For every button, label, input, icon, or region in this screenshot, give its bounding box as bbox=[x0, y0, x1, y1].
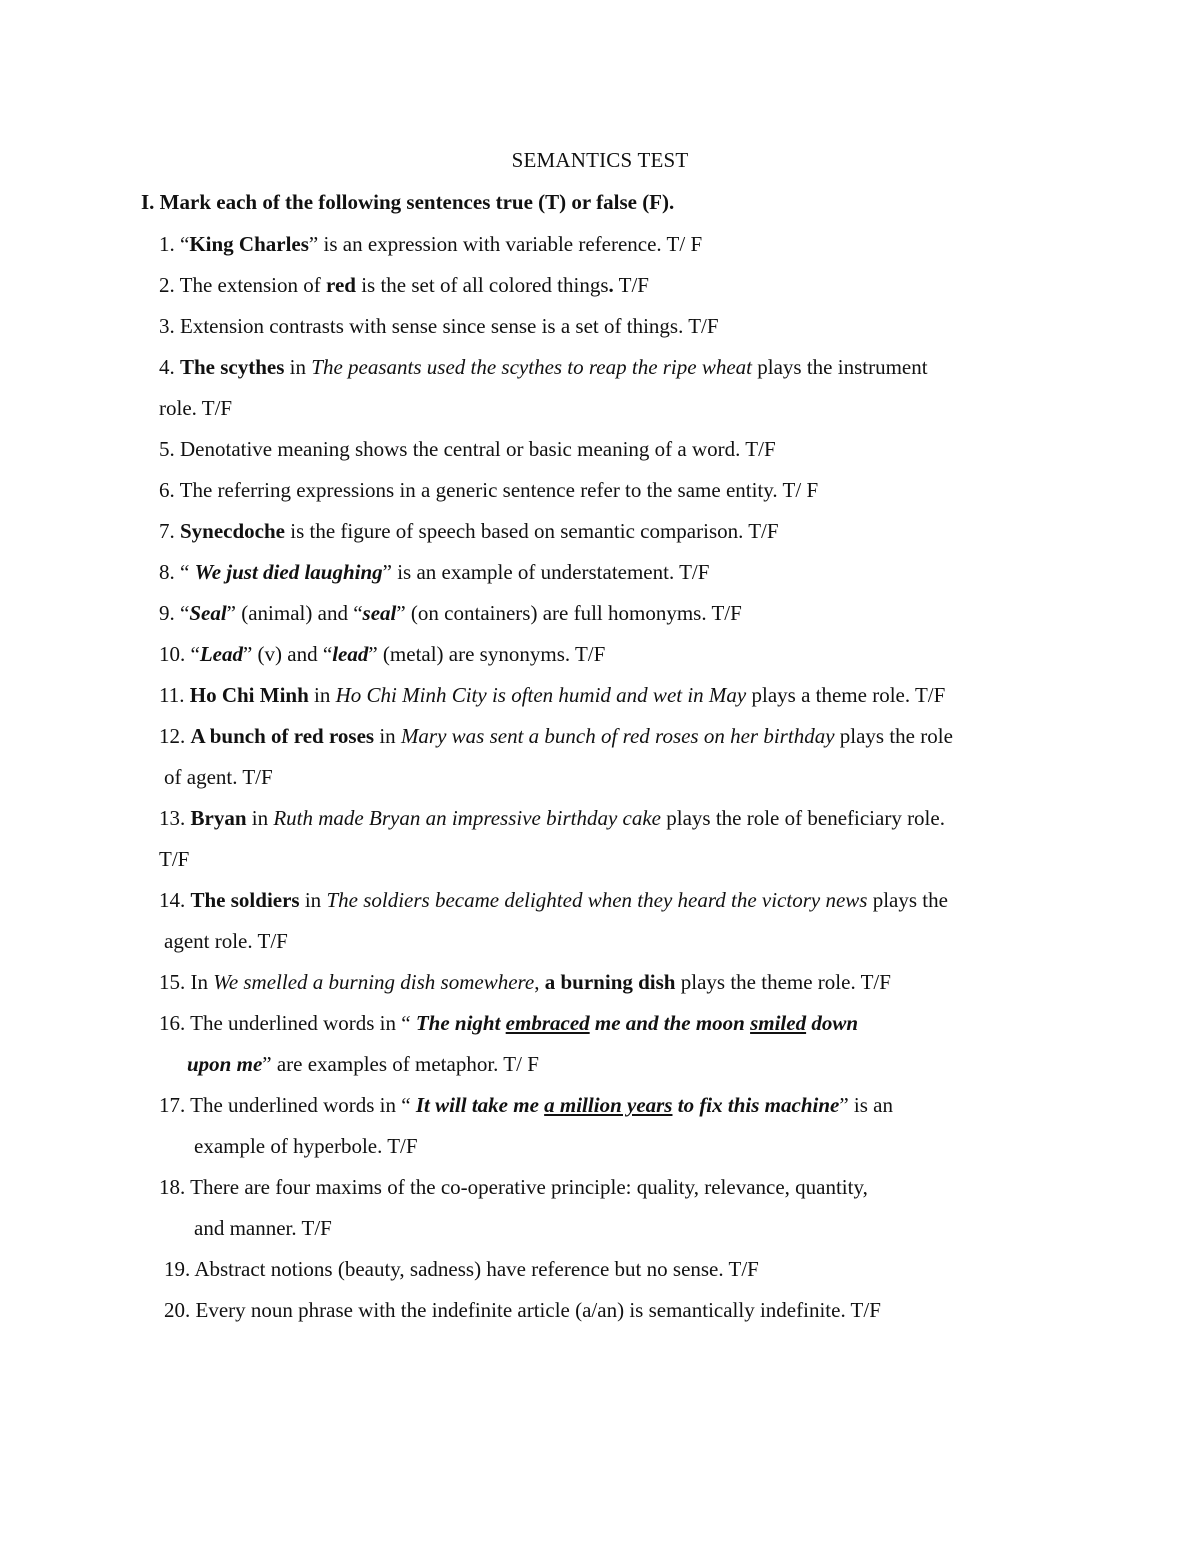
question-10: 10. “Lead” (v) and “lead” (metal) are synonyms. T/F bbox=[159, 642, 606, 666]
question-14: 14. The soldiers in The soldiers became delighted when they heard the victory news plays the bbox=[159, 888, 948, 912]
question-17-continuation: example of hyperbole. T/F bbox=[194, 1134, 418, 1158]
bold-term: a burning dish bbox=[544, 970, 676, 994]
question-7: 7. Synecdoche is the figure of speech based on semantic comparison. T/F bbox=[159, 519, 779, 543]
example-sentence: The soldiers became delighted when they heard the victory news bbox=[326, 888, 868, 912]
question-16-continuation: upon me” are examples of metaphor. T/ F bbox=[187, 1052, 539, 1076]
section-heading: I. Mark each of the following sentences true (T) or false (F). bbox=[141, 190, 675, 214]
question-5: 5. Denotative meaning shows the central or basic meaning of a word. T/F bbox=[159, 437, 776, 461]
bold-italic-term: Seal bbox=[189, 601, 227, 625]
underlined-word: smiled bbox=[750, 1011, 807, 1035]
question-8: 8. “ We just died laughing” is an example of understatement. T/F bbox=[159, 560, 710, 584]
question-1: 1. “King Charles” is an expression with variable reference. T/ F bbox=[159, 232, 703, 256]
question-13: 13. Bryan in Ruth made Bryan an impressive birthday cake plays the role of beneficiary role. bbox=[159, 806, 945, 830]
bold-italic-term: lead bbox=[332, 642, 369, 666]
bold-italic-term: We just died laughing bbox=[194, 560, 383, 584]
underlined-word: embraced bbox=[505, 1011, 590, 1035]
question-12: 12. A bunch of red roses in Mary was sent a bunch of red roses on her birthday plays the role bbox=[159, 724, 953, 748]
question-6: 6. The referring expressions in a generic sentence refer to the same entity. T/ F bbox=[159, 478, 819, 502]
example-sentence: The peasants used the scythes to reap the ripe wheat bbox=[311, 355, 752, 379]
bold-term: Bryan bbox=[190, 806, 247, 830]
question-4-continuation: role. T/F bbox=[159, 396, 233, 420]
bold-term: Ho Chi Minh bbox=[189, 683, 309, 707]
example-sentence: Mary was sent a bunch of red roses on her birthday bbox=[400, 724, 835, 748]
question-17: 17. The underlined words in “ It will take me a million years to fix this machine” is an bbox=[159, 1093, 893, 1117]
question-3: 3. Extension contrasts with sense since sense is a set of things. T/F bbox=[159, 314, 719, 338]
bold-term: A bunch of red roses bbox=[190, 724, 375, 748]
bold-term: Synecdoche bbox=[180, 519, 285, 543]
page-title: SEMANTICS TEST bbox=[511, 148, 689, 172]
example-sentence: Ruth made Bryan an impressive birthday cake bbox=[273, 806, 661, 830]
bold-term: red bbox=[326, 273, 356, 297]
question-4: 4. The scythes in The peasants used the scythes to reap the ripe wheat plays the instrument bbox=[159, 355, 928, 379]
bold-term: The scythes bbox=[180, 355, 285, 379]
question-15: 15. In We smelled a burning dish somewhere, a burning dish plays the theme role. T/F bbox=[159, 970, 891, 994]
question-19: 19. Abstract notions (beauty, sadness) have reference but no sense. T/F bbox=[164, 1257, 759, 1281]
question-9: 9. “Seal” (animal) and “seal” (on containers) are full homonyms. T/F bbox=[159, 601, 742, 625]
question-16: 16. The underlined words in “ The night embraced me and the moon smiled down bbox=[159, 1011, 859, 1035]
example-sentence: We smelled a burning dish somewhere bbox=[213, 970, 535, 994]
question-18-continuation: and manner. T/F bbox=[194, 1216, 332, 1240]
question-12-continuation: of agent. T/F bbox=[164, 765, 273, 789]
question-14-continuation: agent role. T/F bbox=[164, 929, 288, 953]
bold-italic-term: Lead bbox=[199, 642, 243, 666]
question-18: 18. There are four maxims of the co-operative principle: quality, relevance, quantity, bbox=[159, 1175, 868, 1199]
bold-term: The soldiers bbox=[190, 888, 300, 912]
question-2: 2. The extension of red is the set of all colored things. T/F bbox=[159, 273, 649, 297]
question-13-continuation: T/F bbox=[159, 847, 190, 871]
question-20: 20. Every noun phrase with the indefinite article (a/an) is semantically indefinite. T/F bbox=[164, 1298, 881, 1322]
question-11: 11. Ho Chi Minh in Ho Chi Minh City is often humid and wet in May plays a theme role. T/F bbox=[159, 683, 946, 707]
underlined-word: a million years bbox=[544, 1093, 673, 1117]
bold-term: King Charles bbox=[189, 232, 309, 256]
example-sentence: Ho Chi Minh City is often humid and wet in May bbox=[335, 683, 747, 707]
bold-italic-term: seal bbox=[362, 601, 397, 625]
